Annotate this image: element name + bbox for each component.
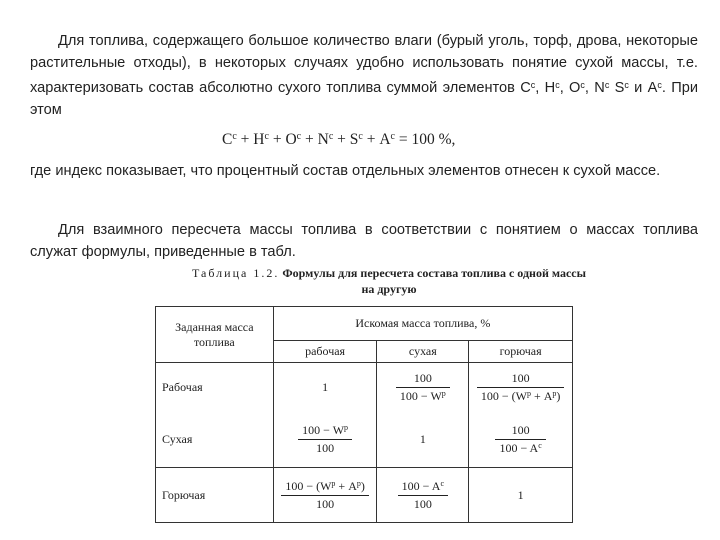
cell-working-combustible: $\frac{100}{100 - (W^р + A^р)}$: [469, 363, 573, 413]
p1-n: , N: [584, 80, 605, 96]
table-row: [156, 468, 573, 523]
cell-combustible-combustible: 1: [469, 468, 573, 523]
cell-combustible-dry: $\frac{100 - A^с}{100}$: [377, 468, 469, 523]
row-label-working: Рабочая: [156, 363, 274, 413]
table-caption: [164, 265, 614, 297]
cell-combustible-working: $\frac{100 - (W^р + A^р)}{100}$: [273, 468, 377, 523]
row-label-dry: Сухая: [156, 413, 274, 468]
table-row: [156, 363, 573, 413]
sup-s: с: [624, 80, 629, 90]
table-row: [156, 413, 573, 468]
table-title-line1: Формулы для пересчета состава топлива с одной массы: [282, 266, 586, 280]
cell-dry-dry: 1: [377, 413, 469, 468]
table-header-row: [156, 307, 573, 341]
paragraph-dry-mass: [30, 30, 698, 121]
table-title-line2: на другую: [361, 282, 417, 296]
sup-o: с: [580, 80, 585, 90]
conversion-table: [155, 306, 573, 523]
row-label-combustible: Горючая: [156, 468, 274, 523]
paragraph-index-note: где индекс показывает, что процентный состав отдельных элементов отнесен к сухой массе.: [30, 163, 661, 179]
sup-n: с: [604, 80, 610, 90]
given-mass-header: Заданная масса топлива: [156, 307, 274, 363]
sup-h: с: [555, 80, 560, 90]
p1-text: Для топлива, содержащего большое количество влаги (бурый уголь, торф, дрова, некоторые растительные отходы), в некоторых случаях удобно использовать понятие сухой массы, т.е. характеризовать состав абсолютно сухого топлива суммой элементов C: [30, 33, 698, 96]
col-header-working: рабочая: [273, 341, 377, 363]
dry-mass-formula: $C^с + H^с + O^с + N^с + S^с + A^с = 100$ %,: [222, 131, 456, 148]
p1-a: и A: [628, 80, 658, 96]
p1-s: S: [609, 80, 625, 96]
sought-mass-header: Искомая масса топлива, %: [273, 307, 572, 341]
paragraph-conversion: Для взаимного пересчета массы топлива в соответствии с понятием о массах топлива служат формулы, приведенные в табл.: [30, 222, 698, 260]
p1-o: , O: [559, 80, 581, 96]
sup-c: с: [530, 80, 536, 90]
cell-working-working: 1: [273, 363, 377, 413]
cell-dry-working: $\frac{100 - W^р}{100}$: [273, 413, 377, 468]
p1-end: . При этом: [30, 80, 698, 118]
col-header-combustible: горючая: [469, 341, 573, 363]
col-header-dry: сухая: [377, 341, 469, 363]
table-label: Таблица 1.2.: [192, 266, 280, 280]
cell-dry-combustible: $\frac{100}{100 - A^с}$: [469, 413, 573, 468]
sup-a: с: [657, 80, 662, 90]
p1-h: , H: [535, 80, 556, 96]
cell-working-dry: $\frac{100}{100 - W^р}$: [377, 363, 469, 413]
